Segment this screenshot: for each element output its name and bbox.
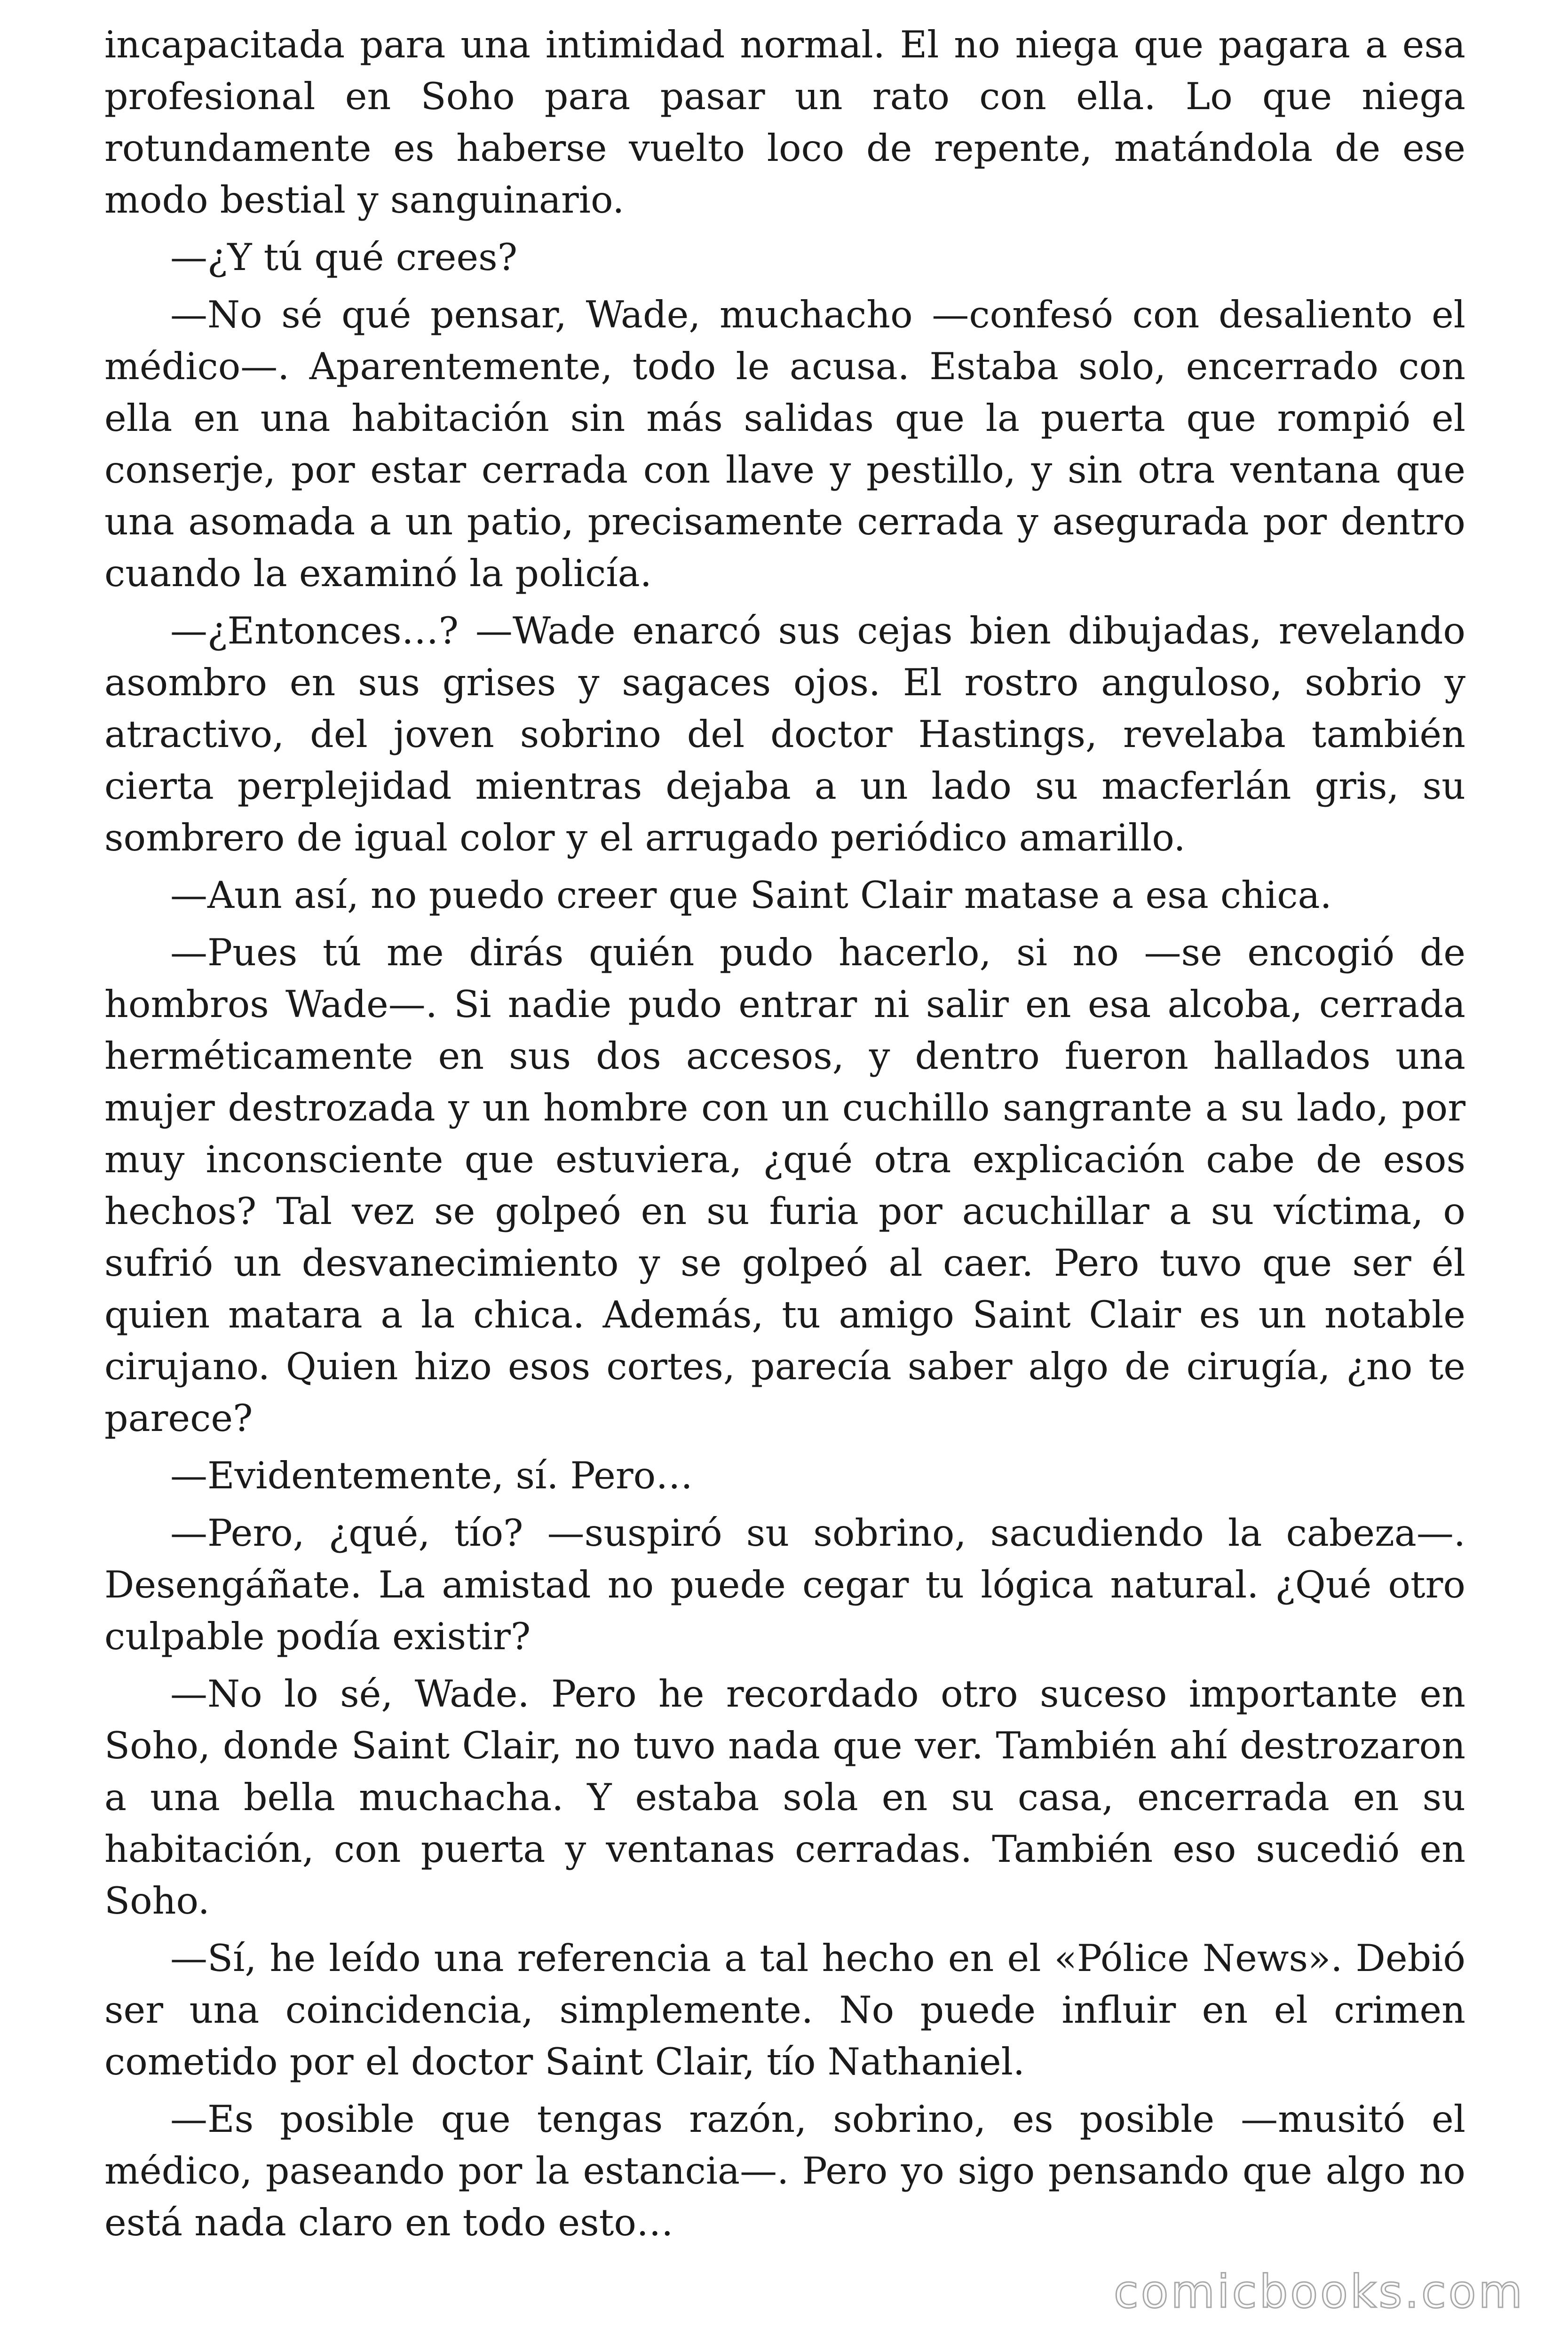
paragraph-4: —¿Entonces…? —Wade enarcó sus cejas bien dibujadas, revelando asombro en sus grises y sagaces ojos. El rostro anguloso, sobrio y atractivo, del joven sobrino del doctor Hastings, revelaba también cierta perplejidad mientras dejaba a un lado su macferlán gris, su sombrero de igual color y el arrugado periódico amarillo. [104,609,1465,859]
watermark-text: comicbooks.com [1113,2265,1525,2318]
paragraph-7: —Evidentemente, sí. Pero… [170,1454,693,1497]
paragraph-9: —No lo sé, Wade. Pero he recordado otro suceso importante en Soho, donde Saint Clair, no tuvo nada que ver. También ahí destrozaron a una bella muchacha. Y estaba sola en su casa, encerrada en su habitación, con puerta y ventanas cerradas. También eso sucedió en Soho. [104,1672,1465,1923]
paragraph-3: —No sé qué pensar, Wade, muchacho —confesó con desaliento el médico—. Aparentemente, todo le acusa. Estaba solo, encerrado con ella en una habitación sin más salidas que la puerta que rompió el conserje, por estar cerrada con llave y pestillo, y sin otra ventana que una asomada a un patio, precisamente cerrada y asegurada por dentro cuando la examinó la policía. [104,293,1465,595]
paragraph-5: —Aun así, no puedo creer que Saint Clair matase a esa chica. [170,874,1332,917]
paragraph-10: —Sí, he leído una referencia a tal hecho en el «Pólice News». Debió ser una coincidencia, simplemente. No puede influir en el crimen cometido por el doctor Saint Clair, tío Nathaniel. [104,1937,1465,2083]
paragraph-11: —Es posible que tengas razón, sobrino, es posible —musitó el médico, paseando por la estancia—. Pero yo sigo pensando que algo no está nada claro en todo esto… [104,2098,1465,2244]
paragraph-6: —Pues tú me dirás quién pudo hacerlo, si no —se encogió de hombros Wade—. Si nadie pudo entrar ni salir en esa alcoba, cerrada herméticamente en sus dos accesos, y dentro fueron hallados una mujer destrozada y un hombre con un cuchillo sangrante a su lado, por muy inconsciente que estuviera, ¿qué otra explicación cabe de esos hechos? Tal vez se golpeó en su furia por acuchillar a su víctima, o sufrió un desvanecimiento y se golpeó al caer. Pero tuvo que ser él quien matara a la chica. Además, tu amigo Saint Clair es un notable cirujano. Quien hizo esos cortes, parecía saber algo de cirugía, ¿no te parece? [104,931,1465,1440]
paragraph-2: —¿Y tú qué crees? [170,236,518,279]
paragraph-1: incapacitada para una intimidad normal. El no niega que pagara a esa profesional en Soho para pasar un rato con ella. Lo que niega rotundamente es haberse vuelto loco de repente, matándola de ese modo bestial y sanguinario. [104,23,1465,222]
page-body [104,19,1465,2254]
paragraph-8: —Pero, ¿qué, tío? —suspiró su sobrino, sacudiendo la cabeza—. Desengáñate. La amistad no puede cegar tu lógica natural. ¿Qué otro culpable podía existir? [104,1511,1465,1658]
